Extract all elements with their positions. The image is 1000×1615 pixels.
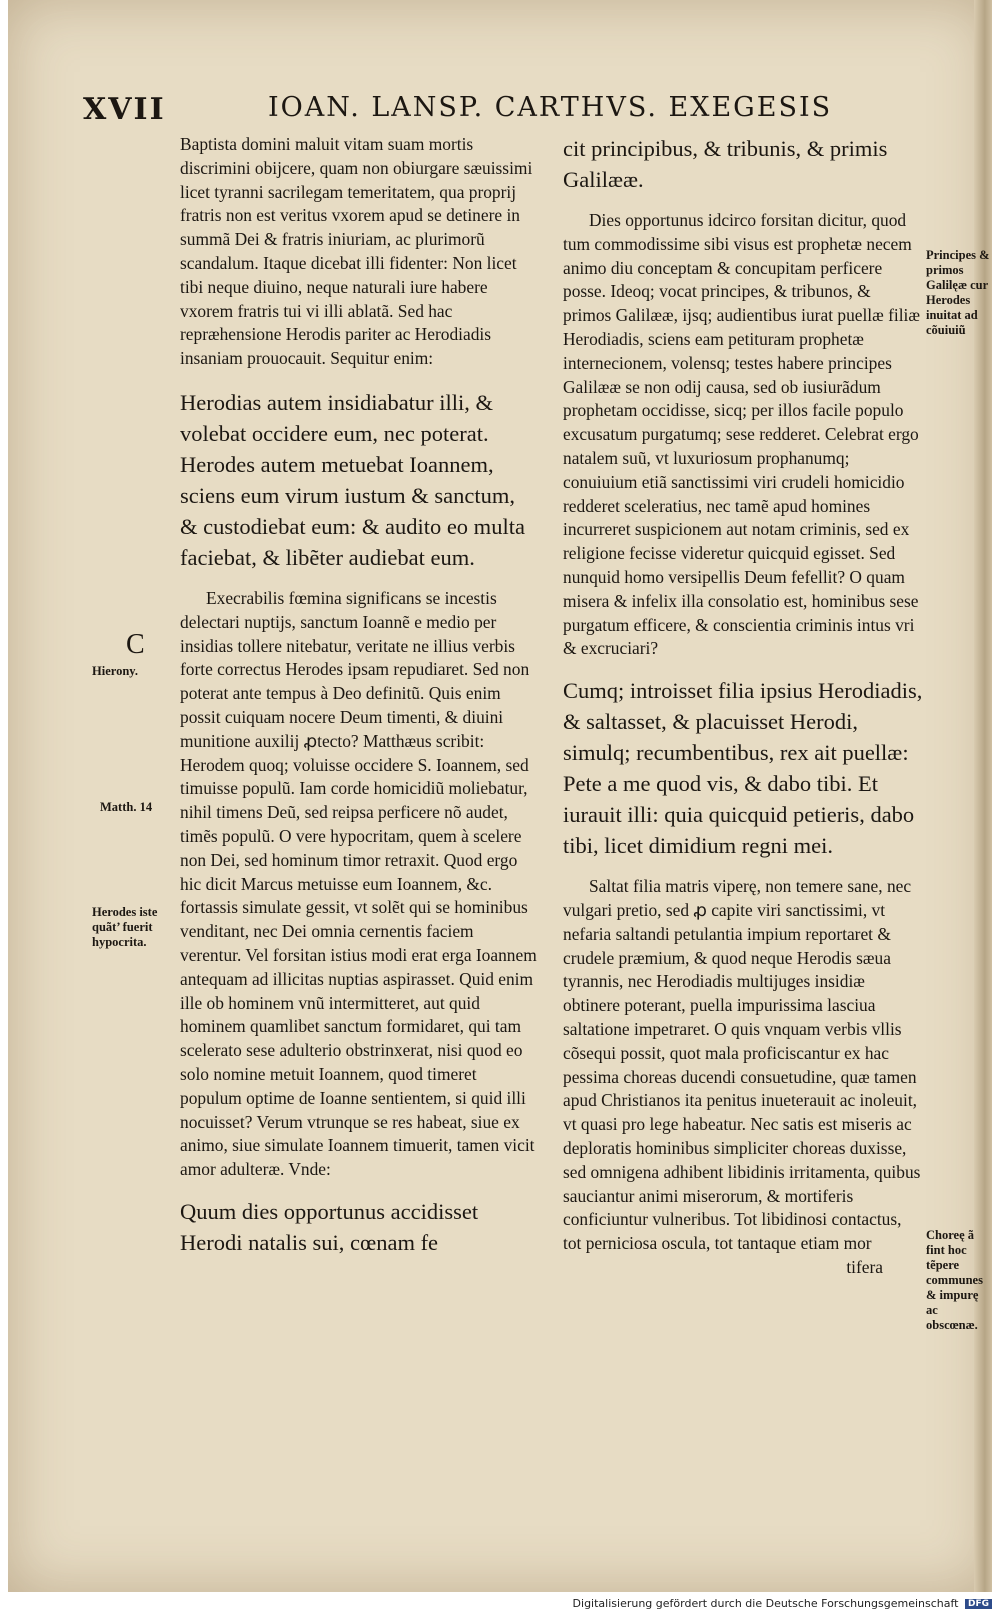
page-edge [974,0,992,1592]
page-header [83,92,962,132]
section-letter: C [126,629,145,660]
margin-note-herodes: Herodes iste quãt’ fuerit hypocrita. [92,905,158,949]
left-column [180,133,537,1258]
book-page [8,0,992,1592]
margin-note-chorea: Choreę ã fint hoc tẽpere communes & impurę ac obscœnæ. [926,1228,983,1332]
page-number: XVII [83,92,166,127]
scripture-passage: Quum dies opportunus accidisset Herodi natalis sui, cœnam fe [180,1198,479,1255]
margin-note-matth: Matth. 14 [100,800,153,814]
scripture-passage: Herodias autem insidiabatur illi, & volebat occidere eum, nec poterat. Herodes autem metuebat Ioannem, sciens eum virum iustum & sanctum, & custodiebat eum: & audito eo multa faciebat, & libẽter audiebat eum. [180,389,525,570]
right-column [563,133,923,1280]
margin-note-hierony: Hierony. [92,664,138,678]
footer-text: Digitalisierung gefördert durch die Deutsche Forschungsgemeinschaft [572,1597,959,1610]
margin-note-principes: Principes & primos Galilęæ cur Herodes inuitat ad cõuiuiũ [926,248,990,337]
dfg-logo: DFG [965,1599,992,1609]
scripture-passage: cit principibus, & tribunis, & primis Galilææ. [563,136,888,192]
scripture-passage: Cumq; introisset filia ipsius Herodiadis, & saltasset, & placuisset Herodi, simulq; recumbentibus, rex ait puellæ: Pete a me quod vis, & dabo tibi. Et iurauit illi: quia quicquid petieris, dabo tibi, licet dimidium regni mei. [563,678,923,859]
footer [0,1597,992,1615]
running-title: IOAN. LANSP. CARTHVS. EXEGESIS [268,92,833,123]
paragraph: Saltat filia matris viperę, non temere sane, nec vulgari pretio, sed ꝓ capite viri sanctissimi, vt nefaria saltandi petulantia impium reportaret & crudele præmium, & quod neque Herodis sæua tyrannis, nec Herodiadis multijuges insidiæ obtinere poterant, puella impurissima lasciua saltatione impetraret. O quis vnquam verbis vllis cõsequi possit, quot mala proficiscantur ex hac pessima choreas ducendi consuetudine, quæ tamen apud Christianos ita penitus inueterauit ac inoleuit, vt quasi pro lege habeatur. Nec satis est miseris ac deploratis hominibus simpliciter choreas duxisse, sed omnigena adhibent libidinis irritamenta, quibus sauciantur animi miserorum, & mortiferis conficiuntur vulneribus. Tot libidinosi contactus, tot perniciosa oscula, tot tantaque etiam mor [563,876,921,1254]
paragraph: Dies opportunus idcirco forsitan dicitur, quod tum commodissime sibi visus est prophetæ necem animo diu conceptam & concupitam perficere posse. Ideoq; vocat principes, & tribunos, & primos Galilææ, ijsq; audientibus iurat puellæ filiæ Herodiadis, sciens eam petituram prophetæ internecionem, volensq; testes habere principes Galilææ se non odij causa, sed ob iusiurãdum prophetam occidisse, sicq; per illos facile populo excusatum purgatumq; sese redderet. Celebrat ergo natalem suũ, vt luxuriosum prophanumq; conuiuium etiã sanctissimi viri crudeli homicidio redderet sceleratius, nec tamẽ apud homines incurreret suspicionem aut notam criminis, sed ex religione fecisse videretur quicquid egisset. Sed nunquid homo versipellis Deum fefellit? O quam misera & infelix illa consolatio est, hominibus sese purgatum efficere, & conscientia criminis intus vri & excruciari? [563,210,920,659]
catchword: tifera [846,1256,883,1277]
paragraph: Baptista domini maluit vitam suam mortis discrimini obijcere, quam non obiurgare sæuissimi licet tyranni sacrilegam temeritatem, qua proprij fratris non est veritus vxorem apud se detinere in summã Dei & fratris iniuriam, ac plurimorũ scandalum. Itaque dicebat illi fidenter: Non licet tibi neque diuino, neque naturali iure habere vxorem fratris tui vi illi ablatã. Sed hac repræhensione Herodis pariter ac Herodiadis insaniam prouocauit. Sequitur enim: [180,134,533,369]
paragraph: Execrabilis fœmina significans se incestis delectari nuptijs, sanctum Ioannẽ e medio per insidias tollere nitebatur, veritate ne illius verbis forte correctus Herodes ipsam repudiaret. Sed non poterat ante tempus à Deo definitũ. Quis enim possit cuiquam nocere Deum timenti, & diuini munitione auxilij ꝓtecto? Matthæus scribit: Herodem quoq; voluisse occidere S. Ioannem, sed timuisse populũ. Iam corde homicidiũ moliebatur, nihil timens Deũ, sed reipsa perficere nõ audet, timẽs populũ. O vere hypocritam, quem à scelere non Dei, sed hominum timor retraxit. Quod ergo hic dicit Marcus metuisse eum Ioannem, &c. fortassis simulate gessit, vt solẽt qui se hominibus venditant, nec Dei omnia cernentis faciem verentur. Vel forsitan istius modi erat erga Ioannem antequam ad illicitas nuptias aspirasset. Quid enim ille ob hominem vnũ intermitteret, aut quid hominem quamlibet sanctum formidaret, qui tam scelerato sese adulterio obstrinxerat, nisi quod eo solo nomine metuit Ioannem, quod timeret populum optime de Ioanne sentientem, si quid illi nocuisset? Verum vtrunque se res habeat, siue ex animo, siue simulate Ioannem timuerit, tamen vicit amor adulteræ. Vnde: [180,587,537,1180]
